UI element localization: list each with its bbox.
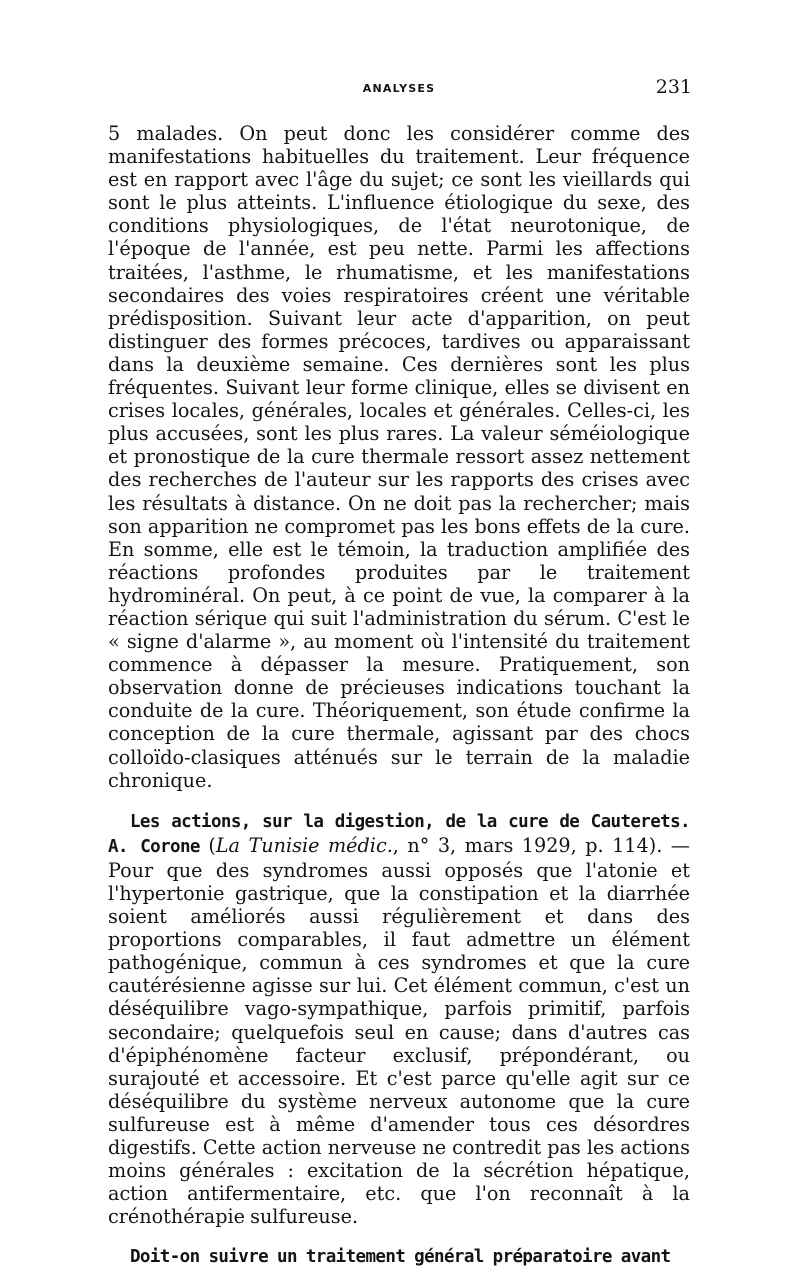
citation-details: , n° 3, mars 1929, p. 114). [392,833,663,857]
article-author: A. Corone [108,836,200,857]
citation-open: ( [199,833,216,857]
article-title: Les actions, sur la digestion, de la cure de Cauterets. [130,811,690,832]
paragraph-traitement-preparatoire [108,1244,690,1269]
journal-name: La Tunisie médic. [215,833,393,857]
page-number: 231 [655,76,692,98]
paragraph-crises-thermales: 5 malades. On peut donc les considérer comme des manifestations habituelles du traitement. Leur fréquence est en rapport avec l'âge du sujet; ce sont les vieillards qui sont le plus atteints. L'influence étiologique du sexe, des conditions physiologiques, de l'état neurotonique, de l'époque de l'année, est peu nette. Parmi les affections traitées, l'asthme, le rhumatisme, et les manifestations secondaires des voies respiratoires créent une véritable prédisposition. Suivant leur acte d'apparition, on peut distinguer des formes précoces, tardives ou apparaissant dans la deuxième semaine. Ces dernières sont les plus fréquentes. Suivant leur forme clinique, elles se divisent en crises locales, générales, locales et générales. Celles-ci, les plus accusées, sont les plus rares. La valeur séméiologique et pronostique de la cure thermale ressort assez nettement des recherches de l'auteur sur les rapports des crises avec les résultats à distance. On ne doit pas la rechercher; mais son apparition ne compromet pas les bons effets de la cure. En somme, elle est le témoin, la traduction amplifiée des réactions profondes produites par le traitement hydrominéral. On peut, à ce point de vue, la comparer à la réaction sérique qui suit l'administration du sérum. C'est le « signe d'alarme », au moment où l'intensité du traitement commence à dépasser la mesure. Pratiquement, son observation donne de précieuses indications touchant la conduite de la cure. Théoriquement, son étude confirme la conception de la cure thermale, agissant par des chocs colloïdo-clasiques atténués sur le terrain de la maladie chronique. [108,122,690,792]
article-body: — Pour que des syndromes aussi opposés que l'atonie et l'hypertonie gastrique, que la constipation et la diarrhée soient améliorés aussi régulièrement et dans des proportions comparables, il faut admettre un élément pathogénique, commun à ces syndromes et que la cure cautérésienne agisse sur lui. Cet élément commun, c'est un déséquilibre vago-sympathique, parfois primitif, parfois secondaire; quelquefois seul en cause; dans d'autres cas d'épiphénomène facteur exclusif, prépondérant, ou surajouté et accessoire. Et c'est parce qu'elle agit sur ce déséquilibre du système nerveux autonome que la cure sulfureuse est à même d'amender tous ces désordres digestifs. Cette action nerveuse ne contredit pas les actions moins générales : excitation de la sécrétion hépatique, action antifermentaire, etc. que l'on reconnaît à la crénothérapie sulfureuse. [108,833,690,1229]
document-page [108,72,690,1270]
running-header [108,72,690,102]
paragraph-cauterets-digestion [108,809,690,1229]
running-title: ANALYSES [362,82,436,95]
article-title-next: Doit-on suivre un traitement général préparatoire avant [130,1247,671,1268]
